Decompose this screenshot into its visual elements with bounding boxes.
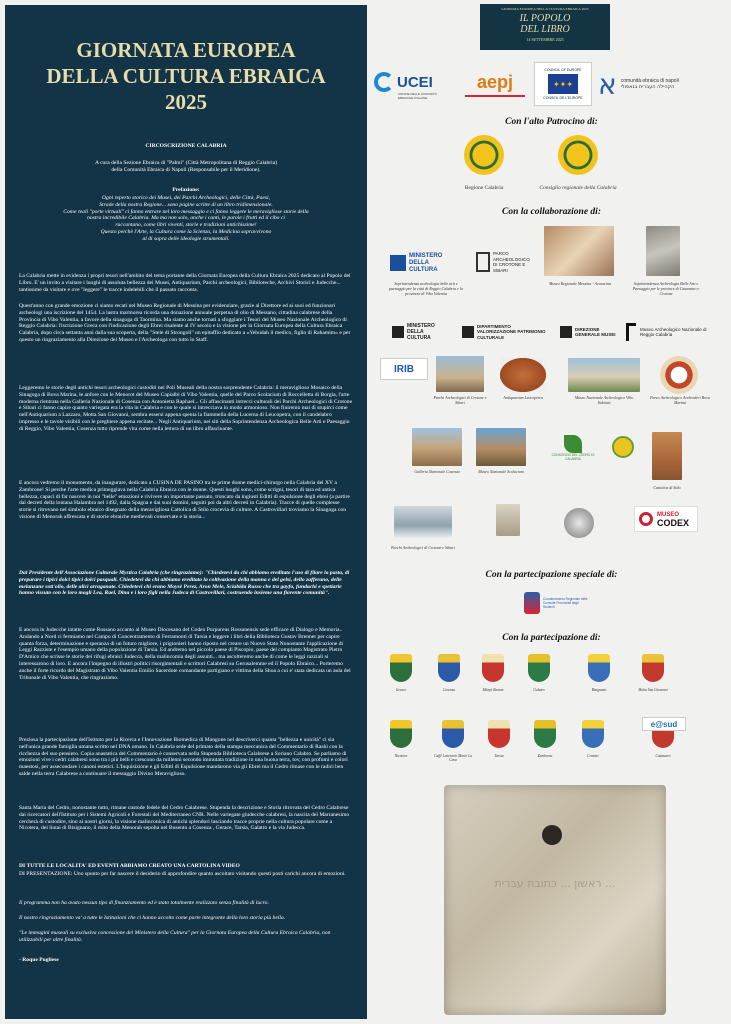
signature: - Roque Pugliese [19, 957, 59, 963]
regione-label: Regione Calabria [464, 185, 504, 191]
paragraph-12: "Le immagini museali su esclusiva concessione del Ministero della Cultura" per la Giornata Europea della Cultura Ebraica Calabria, non utilizzabili per altre finalità. [19, 930, 331, 943]
museo-codex-logo: MUSEO CODEX [634, 506, 698, 532]
parco-crotone-logo: PARCO ARCHEOLOGICO DI CROTONE E SIBARI [476, 246, 536, 278]
regione-emblem [464, 135, 504, 175]
partecipazione-heading: Con la partecipazione di: [502, 633, 601, 643]
crest-label: Zambrone [537, 754, 553, 758]
paragraph-10: Il programma non ha avuto nessun tipo di finanziamento ed è stato totalmente realizzato senza finalità di lucro. [19, 900, 269, 906]
prefazione-line: Come reali "porte virtuali" ci fanno entrare nel loro messaggio e ci fanno leggere le meravigliose storie della [63, 208, 309, 215]
special-heading: Con la partecipazione speciale di: [485, 570, 618, 580]
crest-label: Bisignano [591, 688, 607, 692]
ministero-cultura-logo: MINISTERO DELLA CULTURA [390, 250, 460, 276]
prefazione-title: Prefazione: [172, 187, 200, 193]
crest-emblem [390, 654, 412, 682]
collaborazione-heading: Con la collaborazione di: [502, 207, 601, 217]
irib-logo: IRIB [380, 358, 428, 380]
cattolica-stilo-image [652, 432, 682, 480]
crest-label: Mitzpè Ramon [482, 688, 504, 692]
eu-stars-icon: ✦✦✦ [548, 74, 578, 94]
circoscrizione: CIRCOSCRIZIONE CALABRIA [145, 143, 227, 149]
crest-label: Catanzaro [655, 754, 671, 758]
crest-emblem [534, 720, 556, 748]
crest-label: Nicotera [394, 754, 408, 758]
aleph-icon: א [598, 67, 617, 101]
crest-label: Caffè Letterario Mario La Cava [434, 754, 472, 762]
museo-messina-image [544, 226, 614, 276]
caption-parchi-crotone: Parchi Archeologici di Crotone e Sibari [433, 395, 487, 405]
museo-vibo-image [568, 358, 640, 392]
parchi-crotone-image-2 [394, 506, 452, 538]
crest-emblem [642, 654, 664, 682]
caption-museo-messina: Museo Regionale Messina - Accascina [549, 281, 611, 286]
lucerna-image [500, 358, 546, 392]
ministero-cultura-logo-2: MINISTERO DELLA CULTURA [392, 322, 454, 342]
event-banner: GIORNATA EUROPEA DELLA CULTURA EBRAICA 2025 IL POPOLO DEL LIBRO 14 SETTEMBRE 2025 [480, 4, 610, 50]
crest-label: Galatro [533, 688, 545, 692]
caption-antiquarium: Antiquarium Leucopetra [503, 395, 543, 400]
prefazione-line: Ogni reperto storico dei Musei, dei Parchi Archeologici, delle Città, Paesi, [102, 195, 270, 201]
consorzio-cedro-logo: CONSORZIO DEL CEDRO DI CALABRIA [548, 430, 598, 466]
prefazione-line: raccontano, come libri viventi, storie e tradizioni antichissime! [115, 222, 257, 229]
patrocinio-heading: Con l'alto Patrocino di: [505, 117, 598, 127]
crest-label: Tarsia [494, 754, 504, 758]
crest-label: Motta San Giovanni [638, 688, 668, 692]
caption-museo-vibo: Museo Nazionale Archeologico Vibo Valentia [574, 395, 634, 405]
crest-label: Gerace [395, 688, 407, 692]
paragraph-11: Il nostro ringraziamento va' a tutte le Istituzioni che ci hanno accolto come parte integrante della loro storia più bella. [19, 915, 286, 921]
seal-image [564, 508, 594, 538]
crest-label: Cosenza [442, 688, 456, 692]
esud-logo: e@sud [642, 717, 686, 731]
dipartimento-logo: DIPARTIMENTO VALORIZZAZIONE PATRIMONIO CULTURALE [462, 322, 552, 342]
paragraph-9a: DI TUTTE LE LOCALITA' ED EVENTI ABBIAMO CREATO UNA CARTOLINA VIDEO [19, 863, 240, 869]
hebrew-stone-tablet: ראשון ... כתובת עברית ... [444, 785, 666, 1015]
parchi-crotone-image [436, 356, 484, 392]
paragraph-1: La Calabria mette in evidenza i propri tesori nell'ambito del tema portante della Giornata Europea della Cultura Ebraica 2025 dedicato al Popolo del Libro. E' un invito a visitare i luoghi di assoluta bellezza dei Musei, Antiquarium, Parchi archeologici, Biblioteche, Archivi Storici e Judecche... tantissime da visitare e ove "leggere" le tracce indelebili che il passato racconta. [19, 273, 351, 293]
consiglio-emblem [558, 135, 598, 175]
prefazione-line: al di sopra delle ideologie strumentali. [142, 235, 230, 242]
caption-parchi-crotone-2: Parchi Archeologici di Crotone e Sibari [391, 545, 455, 550]
caption-parco-bova: Parco Archeologico Archeoderi Bova Marina [650, 395, 710, 405]
crest-emblem [442, 720, 464, 748]
paragraph-6: E ancora in Judecche intatte come Rossano accanto al Museo Diocesano del Codex Purpureus Rossanensis sede efficace di Dialogo e Memoria.. Andando a Nord ci fermiamo nel Campo di Concentramento di Ferramonti di Tarsia e leggere i libri della Biblioteca Gustav Brenner per capire quanta forza, determinazione e speranza di un futuro migliore, i prigionieri hanno riposto nel creare un Nuovo Stato Nonostante l'applicazione di Leggi Razziste e l'esempio umano della popolazione di Tarsia. Ed andremo nel piccolo paese di Piscopio, paese del compianto Magistrato Pietro D'Amico che scrisse le storie dei rifugi ebraici Judecca, della malincomia degli assunti... ma ascolteremo anche di come le leggi razziali si interessarono di loro. E ancora l'impegno di illustri politici risorgimentali e scrittori Calabresi su Gerusalemme ed il Popolo Ebraico... Porteremo anche il forte ricordo del Magistrato di Vibo Valentia Emilio Sacerdote comandante partigiano e vittima della Shoa a cui e' stata dedicata un aula del Tribunale di Vibo Valentia, che ringraziamo. [19, 627, 351, 681]
ucei-swirl-icon [374, 72, 394, 92]
page-title: GIORNATA EUROPEA DELLA CULTURA EBRAICA 2025 [46, 38, 326, 114]
caption-galleria: Galleria Nazionale Cosenza [414, 469, 460, 474]
cedro-logo [608, 430, 638, 464]
paragraph-5: Dal Presidente dell'Associazione Culturale Mystica Calabria (che ringraziamo): "Chiedetevi da chi abbiamo ereditato l'uso di filare la pasta, di preparare i tipici dolci tipici dolci pasquali. Chiedetevi da chi abbiamo ereditato la coltivazione della manna e del gelsi, dello zafferano, delle melanzane sott'olio, delle alici arraganate. Chiedetevi chi erano Moysè Perez, Aron Mele, Sciabida Russo che tra gayfo, fundachi e spetiarie hanno vissuto con le loro mogli Lea, Rael, Dina e i loro figli nella Judeca di Castrovillari, costruendo insieme una fiorente comunità". [19, 570, 350, 597]
crest-emblem [528, 654, 550, 682]
consiglio-label: Consiglio regionale della Calabria [539, 185, 617, 191]
crest-emblem [390, 720, 412, 748]
crest-emblem [438, 654, 460, 682]
paragraph-9b: DI PRESENTAZIONE: Uno spunto per far nascere il desiderio di approfondire quanto ascoltato visitando questi posti carichi ancora di emozioni. [19, 871, 346, 877]
paragraph-3: Leggeremo le storie degli antichi tesori archeologici custoditi nei Poli Museali della nostra sorprendente Calabria: il meraviglioso Mosaico della Sinagoga di Bova Marina, le anfore con le Menorot del Museo Capialbi di Vibo Valentia, quelle del Parco Scolacium di Roccelletta di Borgia, l'arte moderna rientrata nella Galleria Nazionale di Cosenza con Antonietta Raphael... Gli affascinanti intrecci culturali dei Parchi Archeologici di Crotone e Sibari ci fanno capire quanto variegata era la vita in Calabria e con le quale si intrecciava in modo armonioso. Non finiremo mai di stupirci come nell'Antiquarium a Lazzaro, Motta San Giovanni, sembra essersi appena spenta la fiammella della Lucerna di Leucopetra, con il candelabro impresso e le tavole visibili con le preghiere appena recitate... Negli Antiquarium, nei siti della Soprintendenza Archeologica Belle Arti e Paesaggio di Reggio, Vibo Valentia, Cosenza tutto riprende vita come nella lettura di un libro affascinante. [19, 385, 353, 432]
caption-stilo: Cattolica di Stilo [653, 485, 681, 490]
paragraph-4: E ancora vedremo il monumento, da inaugurare, dedicato a CUSINA DE PASINO tra le prime donne medici-chirurgo nella Calabria del XV a Zambrone! Si perche l'arte medica primeggiava nella Calabria Ebraica con le donne. Questi luoghi sono, come scrigni, tesori di tara ed antica bellezza, capaci di far nascere in noi "belle" emozioni e rivivere un importante passato, troncato da ingiusti Editti di espulsione degli ebrei (a partire dai decreti della lontana Halambra nel 1492, dalla Spagna e dai suoi domini, seguiti poi da altri decreti in Calabria). Tracce di quelle complesse storie si ritrovano nel simbolo ebraico disegnato della meravigliosa Cattolica di Stilo crocevia di culture. A Castrovillari troviamo la Sinagoga con visione di Menorah affrescata e di storie ebraiche medievali conservate e la storia... [19, 480, 350, 520]
stone-hole [542, 825, 562, 845]
comunita-napoli-logo: א comunità ebraica di napoli הקהילה העברית בנאפולי [598, 67, 679, 101]
crest-emblem [488, 720, 510, 748]
caption-soprintendenza-rc: Soprintendenza archeologia belle arti e paesaggio per la città di Reggio Calabria e la provincia di Vibo Valentia [389, 281, 463, 296]
crest-emblem [588, 654, 610, 682]
council-of-europe-logo: COUNCIL OF EUROPE ✦✦✦ CONSEIL DE L'EUROPE [534, 62, 592, 106]
prefazione-line: Questo perchè l'Arte, la Cultura come la Scienza, la Medicina sopravvivono [100, 228, 272, 235]
crest-emblem [582, 720, 604, 748]
ucei-logo: UCEI UNIONE DELLE COMUNITÀ EBRAICHE ITALIANE [374, 66, 458, 106]
crest-label: Crotone [587, 754, 599, 758]
stele-image [646, 226, 680, 276]
intro: A cura della Sezione Ebraica di "Palmi" (Città Metropolitana di Reggio Calabria) della Comunità Ebraica di Napoli (Responsabile per il Meridione). [94, 160, 278, 173]
scolacium-image [476, 428, 526, 466]
crest-emblem [482, 654, 504, 682]
prefazione-line: nostra incredibile Calabria. Ma ma non solo, anche i canti, le parole i frutti ed il cibo ci [87, 215, 285, 222]
paragraph-2: Quest'anno con grande emozione ci siamo recati nel Museo Regionale di Messina per evidenziare, grazie al Direttore ed ai suoi ed funzionari archeologi una iscrizione del 1454. La lastra marmorea ricorda una donazione annuale perpetua di olio di Messano, cittadina calabrese della Provincia di Vibo Valentia, a favore della sinagoga di Taormina. Ma siamo anche tornati a sfoggiare i Tesori del Museo Nazionale Archeologico di Reggio Calabria: l'iscrizione Greca con l'indicazione degli Ebrei risalente al IV secolo e la visione per la Giornata Europea della Cultura Ebraica Calabria, dopo circa settanta anni dalla sua scoperta, della "Stele di Strongoli" un epitaffio dedicato a «Yehudah il medico, figlio di Rahamim» e per questo un ringraziamento alla Direzione del Museo e l'Archeologa con tutto lo Staff. [19, 303, 351, 343]
paragraph-7: Preziosa la partecipazione dell'Istituto per la Ricerca e l'Innovazione Biomedica di Mangone nel descriverci quanta "bellezza e unicità" ci sia nell'unica grande famiglia umana scritto nel DNA umano. In Calabria sede del primato della stampa meccanica del Commentario di Rashì con la ricchezza del suo pensiero. Copia anastatica del Commentario è conservata nella Stupenda Biblioteca Calabrese a Soriano Calabro. Se parliamo di emozioni vive i cedri calabresi sono tra i più belli e crescono da millenni secondo immutata tradizione in una buona terra, tov, con profumi e colori maestosi, per assecondare i canoni estetici. L'Inquisizione e gli Editti di Espulsione mandarono via gli Ebrei ma il Cedro rimase con le radici ben salde nella terra Calabrese a continuare il messaggio Divino Meraviglioso. [19, 737, 348, 777]
prefazione-line: Strade della nostra Regione... sono pagine scritte di un libro tridimensionale. [99, 201, 273, 208]
caption-soprintendenza-cz: Soprintendenza Archeologia Belle Arti e Paesaggio per le province di Catanzaro e Crotone [632, 281, 700, 296]
direzione-musei-logo: DIREZIONE GENERALE MUSEI [560, 322, 620, 342]
right-panel [372, 0, 731, 1024]
mosaico-bova-image [660, 356, 698, 394]
paragraph-8: Santa Maria del Cedro, nonostante tutto, rimane custode fedele del Cedro Calabrese. Stupenda la descrizione e Storia ritrovata del Cedro Calabrese dai ricercatori dell'Istituto per i Sistemi Agricoli e Forestali del Mediterraneo CNR. Nelle variegate giudecche calabresi, la nascita del Marranesimo cercherà di custodire, sino ai nostri giorni, la visione malinconica di antichi splendori lasciando tracce proprie nella cultura popolare come a Nicotera, dei liutai di Bisignano, il mito della Menorah sepolta nel Busento a Cosenza , Gerace, Tarsia, Galatro e la via Judecca. [19, 805, 350, 832]
left-panel [5, 5, 367, 1019]
cedro-leaf-icon [564, 435, 582, 453]
aepj-logo: aepj [460, 62, 530, 106]
caption-scolacium: Museo Nazionale Scolacium [478, 469, 524, 474]
prefazione-text [19, 195, 353, 243]
galleria-cosenza-image [412, 428, 462, 466]
museo-rc-logo: Museo Archeologico Nazionale di Reggio Calabria [626, 320, 716, 344]
coordinamento-logo: Coordinamento Regionale delle Consulte Provinciali degli Studenti [524, 586, 594, 620]
book-image [496, 504, 520, 536]
